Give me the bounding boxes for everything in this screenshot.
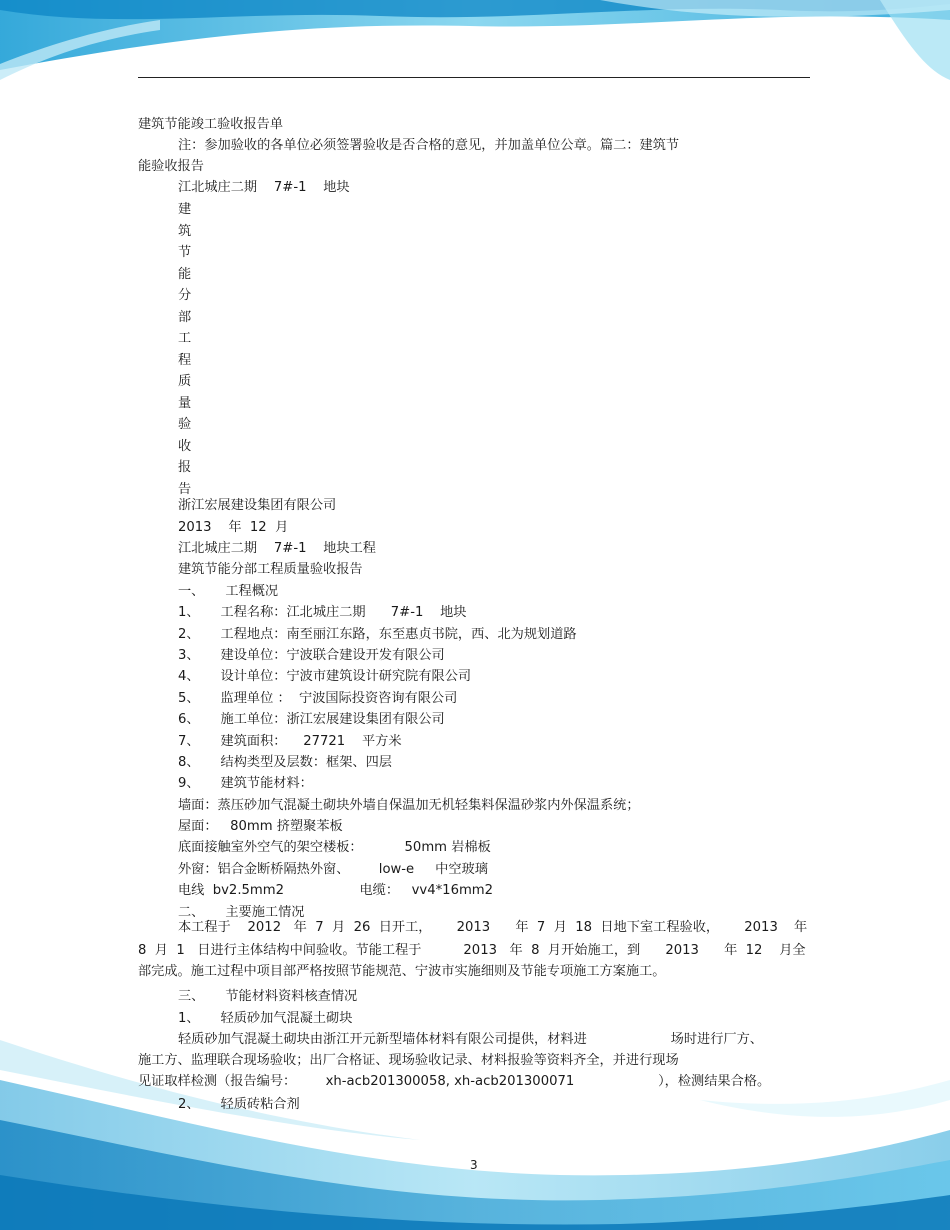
- body-line: 5、 监理单位 ： 宁波国际投资咨询有限公司: [178, 691, 458, 706]
- header-line: 能验收报告: [138, 159, 204, 174]
- body-line: 屋面： 80mm 挤塑聚苯板: [178, 819, 343, 834]
- vertical-title-char: 部: [178, 309, 192, 325]
- body-line: 底面接触室外空气的架空楼板： 50mm 岩棉板: [178, 840, 491, 855]
- body-line: 6、 施工单位：浙江宏展建设集团有限公司: [178, 712, 445, 727]
- vertical-title-char: 量: [178, 395, 192, 411]
- vertical-title-char: 工: [178, 331, 192, 346]
- body-line: 施工方、监理联合现场验收；出厂合格证、现场验收记录、材料报验等资料齐全，并进行现场: [138, 1053, 679, 1068]
- body-line: 轻质砂加气混凝土砌块由浙江开元新型墙体材料有限公司提供，材料进 场时进行厂方、: [178, 1032, 763, 1047]
- header-line: 建筑节能竣工验收报告单: [138, 117, 284, 132]
- body-line: 1、 轻质砂加气混凝土砌块: [178, 1011, 353, 1026]
- body-line: 浙江宏展建设集团有限公司: [178, 498, 337, 513]
- body-line: 2013 年 12 月: [178, 520, 289, 535]
- vertical-title-char: 质: [178, 374, 192, 389]
- vertical-title-char: 告: [178, 481, 192, 497]
- body-line: 三、 节能材料资料核查情况: [178, 989, 358, 1004]
- vertical-title-char: 收: [178, 438, 192, 454]
- body-line: 部完成。施工过程中项目部严格按照节能规范、宁波市实施细则及节能专项施工方案施工。: [138, 964, 666, 979]
- body-line: 见证取样检测（报告编号： xh-acb201300058, xh-acb201300071 ），检测结果合格。: [138, 1074, 771, 1089]
- header-line: 江北城庄二期 7#-1 地块: [178, 180, 350, 195]
- body-line: 2、 工程地点：南至丽江东路，东至惠贞书院，西、北为规划道路: [178, 627, 577, 642]
- body-line: 9、 建筑节能材料：: [178, 776, 313, 791]
- vertical-title-char: 建: [178, 202, 192, 217]
- body-line: 4、 设计单位：宁波市建筑设计研究院有限公司: [178, 669, 472, 684]
- body-line: 7、 建筑面积： 27721 平方米: [178, 734, 402, 749]
- body-line: 本工程于 2012 年 7 月 26 日开工， 2013 年 7 月 18 日地下室工程验收， 2013: [178, 920, 778, 935]
- vertical-title-char: 筑: [178, 223, 192, 239]
- body-line: 外窗：铝合金断桥隔热外窗、 low-e 中空玻璃: [178, 862, 488, 877]
- body-line: 一、 工程概况: [178, 584, 279, 599]
- vertical-title-char: 报: [178, 460, 192, 475]
- body-line: 3、 建设单位：宁波联合建设开发有限公司: [178, 648, 445, 663]
- body-line: 电线 bv2.5mm2 电缆： vv4*16mm2: [178, 883, 494, 898]
- vertical-title-char: 程: [178, 352, 192, 368]
- header-line: 注：参加验收的各单位必须签署验收是否合格的意见，并加盖单位公章。篇二：建筑节: [178, 138, 680, 153]
- vertical-title-char: 节: [178, 245, 192, 260]
- vertical-title-char: 能: [178, 266, 192, 282]
- header-rule: [138, 77, 810, 78]
- body-line: 1、 工程名称：江北城庄二期 7#-1 地块: [178, 605, 467, 620]
- body-line: 8、 结构类型及层数：框架、四层: [178, 755, 392, 770]
- vertical-title-char: 分: [178, 288, 192, 303]
- body-tail-text: 年: [794, 920, 808, 935]
- body-line: 江北城庄二期 7#-1 地块工程: [178, 541, 376, 556]
- body-line: 建筑节能分部工程质量验收报告: [178, 562, 363, 577]
- body-line: 墙面：蒸压砂加气混凝土砌块外墙自保温加无机轻集料保温砂浆内外保温系统；: [178, 798, 640, 813]
- body-line: 二、 主要施工情况: [178, 905, 305, 920]
- vertical-title-char: 验: [178, 417, 192, 432]
- body-line: 8 月 1 日进行主体结构中间验收。节能工程于 2013 年 8 月开始施工，到 2013 年 12 月全: [138, 943, 806, 958]
- body-line: 2、 轻质砖粘合剂: [178, 1097, 300, 1112]
- page-number: 3: [470, 1158, 478, 1172]
